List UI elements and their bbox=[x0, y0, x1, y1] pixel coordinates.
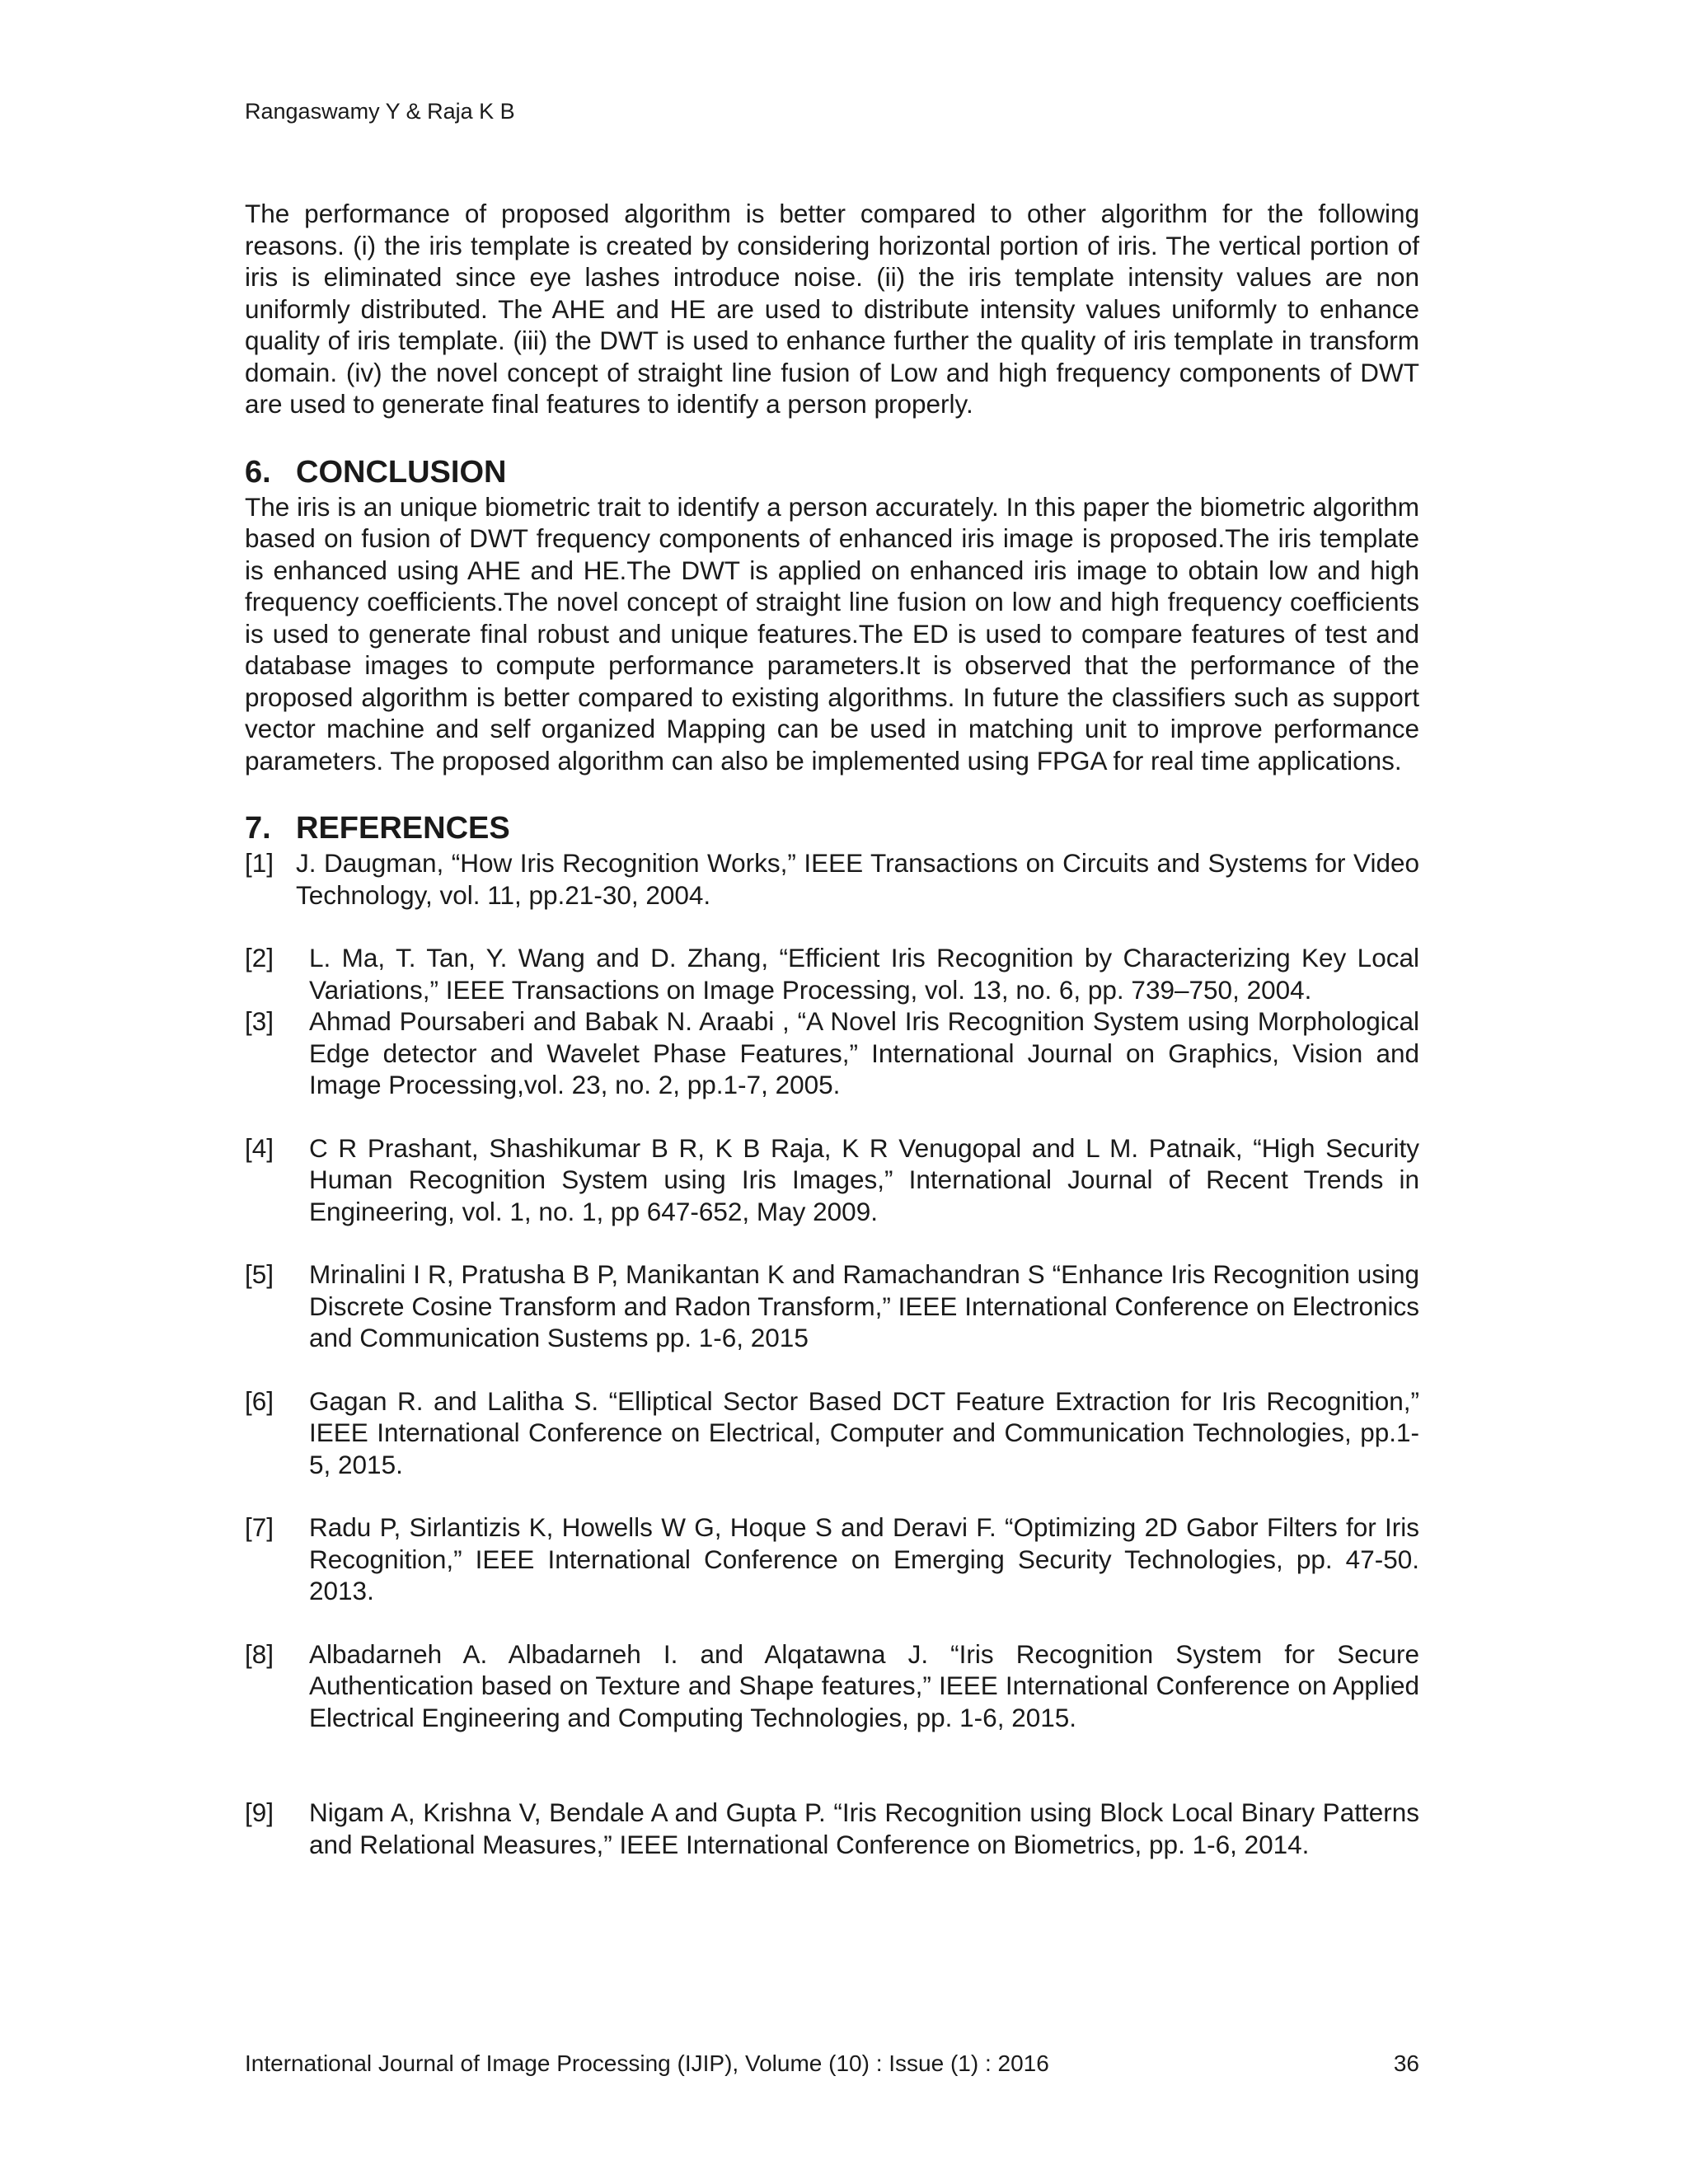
reference-text: Albadarneh A. Albadarneh I. and Alqatawna J. “Iris Recognition System for Secure Authentication based on Texture and Shape features,” IEEE International Conference on Applied Electrical Engineering and Computing Technologies, pp. 1-6, 2015. bbox=[309, 1638, 1419, 1732]
reference-label: [9] bbox=[245, 1797, 274, 1827]
page-footer bbox=[245, 2050, 1419, 2078]
reference-text: Radu P, Sirlantizis K, Howells W G, Hoque S and Deravi F. “Optimizing 2D Gabor Filters for Iris Recognition,” IEEE International Conference on Emerging Security Technologies, pp. 47-50. 2013. bbox=[309, 1512, 1419, 1605]
reference-text: L. Ma, T. Tan, Y. Wang and D. Zhang, “Efficient Iris Recognition by Characterizing Key Local Variations,” IEEE Transactions on Image Processing, vol. 13, no. 6, pp. 739–750, 2004. bbox=[309, 943, 1419, 1005]
reference-item bbox=[245, 847, 1419, 911]
footer-journal-citation: International Journal of Image Processing (IJIP), Volume (10) : Issue (1) : 2016 bbox=[245, 2050, 1049, 2076]
reference-text: Mrinalini I R, Pratusha B P, Manikantan K and Ramachandran S “Enhance Iris Recognition using Discrete Cosine Transform and Radon Transform,” IEEE International Conference on Electronics and Communication Sustems pp. 1-6, 2015 bbox=[309, 1259, 1419, 1352]
reference-item bbox=[245, 942, 1419, 1005]
intro-paragraph: The performance of proposed algorithm is better compared to other algorithm for the following reasons. (i) the iris template is created by considering horizontal portion of iris. The vertical portion of iris is eliminated since eye lashes introduce noise. (ii) the iris template intensity values are non uniformly distributed. The AHE and HE are used to distribute intensity values uniformly to enhance quality of iris template. (iii) the DWT is used to enhance further the quality of iris template in transform domain. (iv) the novel concept of straight line fusion of Low and high frequency components of DWT are used to generate final features to identify a person properly. bbox=[245, 199, 1419, 419]
reference-item bbox=[245, 1638, 1419, 1734]
reference-item bbox=[245, 1797, 1419, 1860]
conclusion-number: 6. bbox=[245, 454, 271, 490]
reference-text: Ahmad Poursaberi and Babak N. Araabi , “A Novel Iris Recognition System using Morphological Edge detector and Wavelet Phase Features,” International Journal on Graphics, Vision and Image Processing,vol. 23, no. 2, pp.1-7, 2005. bbox=[309, 1006, 1419, 1099]
page-content bbox=[245, 198, 1419, 1860]
reference-label: [7] bbox=[245, 1512, 274, 1542]
references-title: REFERENCES bbox=[296, 811, 510, 846]
reference-label: [5] bbox=[245, 1259, 274, 1289]
reference-label: [8] bbox=[245, 1638, 274, 1669]
reference-item bbox=[245, 1511, 1419, 1607]
reference-label: [1] bbox=[245, 848, 274, 878]
reference-text: Nigam A, Krishna V, Bendale A and Gupta P. “Iris Recognition using Block Local Binary Patterns and Relational Measures,” IEEE International Conference on Biometrics, pp. 1-6, 2014. bbox=[309, 1797, 1419, 1859]
reference-label: [2] bbox=[245, 943, 274, 972]
conclusion-paragraph: The iris is an unique biometric trait to identify a person accurately. In this paper the biometric algorithm based on fusion of DWT frequency components of enhanced iris image is proposed.The iris template is enhanced using AHE and HE.The DWT is applied on enhanced iris image to obtain low and high frequency coefficients.The novel concept of straight line fusion on low and high frequency coefficients is used to generate final robust and unique features.The ED is used to compare features of test and database images to compute performance parameters.It is observed that the performance of the proposed algorithm is better compared to existing algorithms. In future the classifiers such as support vector machine and self organized Mapping can be used in matching unit to improve performance parameters. The proposed algorithm can also be implemented using FPGA for real time applications. bbox=[245, 491, 1419, 776]
conclusion-title: CONCLUSION bbox=[296, 454, 507, 490]
running-header-authors: Rangaswamy Y & Raja K B bbox=[245, 99, 515, 124]
references-heading bbox=[245, 809, 1419, 847]
reference-item bbox=[245, 1258, 1419, 1354]
page-number: 36 bbox=[1393, 2050, 1419, 2076]
conclusion-heading bbox=[245, 453, 1419, 491]
reference-text: J. Daugman, “How Iris Recognition Works,” IEEE Transactions on Circuits and Systems for Video Technology, vol. 11, pp.21-30, 2004. bbox=[296, 848, 1419, 910]
reference-label: [6] bbox=[245, 1385, 274, 1416]
reference-label: [3] bbox=[245, 1006, 274, 1036]
reference-item bbox=[245, 1132, 1419, 1228]
reference-label: [4] bbox=[245, 1132, 274, 1163]
reference-item bbox=[245, 1385, 1419, 1481]
reference-list bbox=[245, 847, 1419, 1860]
reference-item bbox=[245, 1005, 1419, 1101]
reference-text: Gagan R. and Lalitha S. “Elliptical Sector Based DCT Feature Extraction for Iris Recognition,” IEEE International Conference on Electrical, Computer and Communication Technologies, pp.1-5, 2015. bbox=[309, 1385, 1419, 1479]
reference-text: C R Prashant, Shashikumar B R, K B Raja, K R Venugopal and L M. Patnaik, “High Security Human Recognition System using Iris Images,” International Journal of Recent Trends in Engineering, vol. 1, no. 1, pp 647-652, May 2009. bbox=[309, 1132, 1419, 1226]
references-number: 7. bbox=[245, 811, 271, 846]
